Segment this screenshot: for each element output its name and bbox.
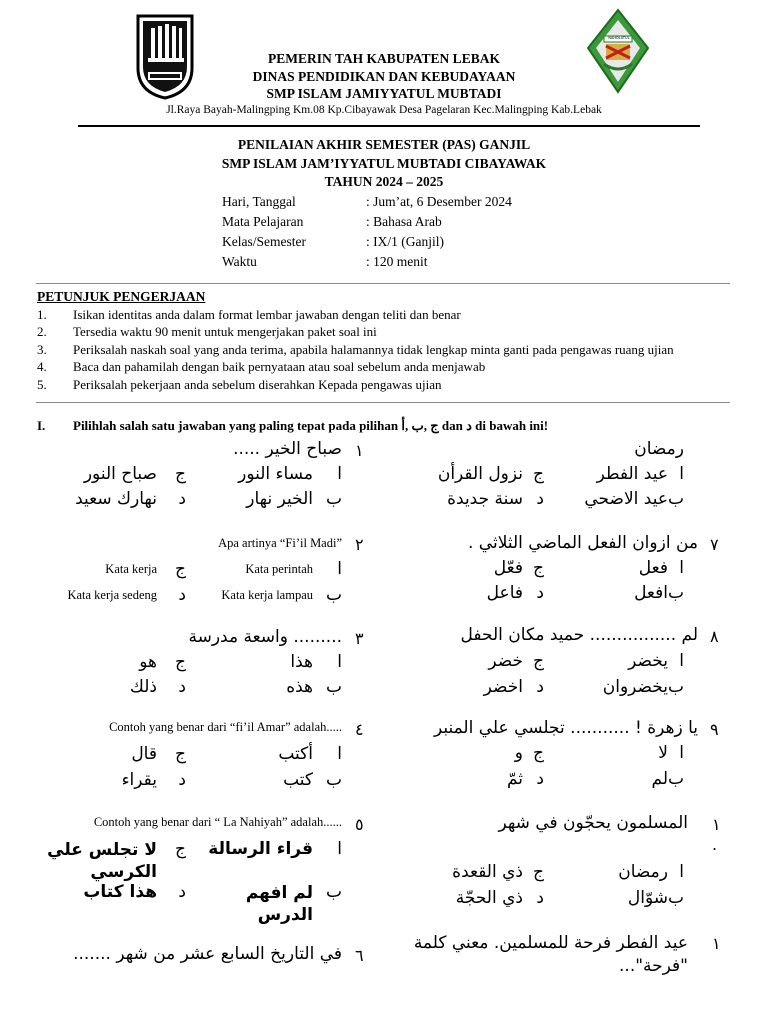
option-b[interactable]: الخير نهار <box>246 489 313 509</box>
option-b[interactable]: عيد الاضحي <box>584 489 668 509</box>
question-number: ٣ <box>355 629 364 648</box>
option-letter: د <box>536 583 544 603</box>
option-letter: د <box>536 677 544 697</box>
list-item-number: 5. <box>37 377 47 392</box>
option-letter: د <box>178 770 186 790</box>
question-number: ١ . <box>712 815 721 854</box>
option-letter: ا <box>679 464 684 484</box>
option-letter: ا <box>337 744 342 764</box>
info-value: : Jum’at, 6 Desember 2024 <box>366 194 512 209</box>
question-number: ٩ <box>710 720 719 739</box>
option-letter: ج <box>175 464 186 484</box>
option-letter: د <box>536 489 544 509</box>
option-c[interactable]: هو <box>139 652 157 672</box>
question-number: ٢ <box>355 535 364 554</box>
list-item: Tersedia waktu 90 menit untuk mengerjakan paket soal ini <box>73 324 377 339</box>
list-item: Periksalah pekerjaan anda sebelum diserahkan Kepada pengawas ujian <box>73 377 442 392</box>
option-a[interactable]: يخضر <box>628 651 668 671</box>
option-b[interactable]: يخضروان <box>602 677 668 697</box>
header-line-3: SMP ISLAM JAMIYYATUL MUBTADI <box>266 86 502 101</box>
option-a[interactable]: لا <box>658 743 668 763</box>
option-letter: ب <box>325 770 342 790</box>
option-letter: ب <box>325 585 342 605</box>
option-letter: ب <box>667 583 684 603</box>
option-c[interactable]: صباح النور <box>83 464 157 484</box>
option-c[interactable]: لا تجلس علي الكرسي <box>47 840 157 882</box>
option-b[interactable]: شوّال <box>627 888 668 908</box>
option-a[interactable]: فعل <box>638 558 668 578</box>
option-a[interactable]: Kata perintah <box>245 562 313 576</box>
question-number: ٨ <box>710 627 719 646</box>
option-letter: ج <box>175 744 186 764</box>
option-d[interactable]: هذا كتاب <box>83 882 157 902</box>
option-d[interactable]: سنة جديدة <box>447 489 523 509</box>
question-stem: صباح الخير ..... <box>233 439 342 459</box>
question-stem: ......... واسعة مدرسة <box>188 627 342 647</box>
question-stem: Contoh yang benar dari “fi’il Amar” adalah..... <box>109 720 342 734</box>
option-letter: ب <box>325 489 342 509</box>
emblem-label: NAHDLATUL <box>608 36 630 40</box>
list-item-number: 1. <box>37 307 47 322</box>
option-letter: ب <box>667 677 684 697</box>
info-value: : 120 menit <box>366 254 428 269</box>
question-number: ٧ <box>710 535 719 554</box>
option-letter: ب <box>325 677 342 697</box>
option-c[interactable]: و <box>514 743 523 763</box>
option-letter: ا <box>679 743 684 763</box>
question-stem: Apa artinya “Fi’il Madi” <box>218 536 342 550</box>
option-c[interactable]: خضر <box>488 651 523 671</box>
question-stem: يا زهرة ! ........... تجلسي علي المنبر <box>433 718 698 738</box>
option-d[interactable]: اخضر <box>483 677 523 697</box>
option-a[interactable]: أكتب <box>278 744 313 764</box>
option-letter: ا <box>337 464 342 484</box>
option-letter: د <box>536 888 544 908</box>
list-item-number: 3. <box>37 342 47 357</box>
question-number: ١ <box>355 441 364 460</box>
option-b[interactable]: افعل <box>634 583 668 603</box>
option-letter: ا <box>337 559 342 579</box>
option-d[interactable]: نهارك سعيد <box>75 489 157 509</box>
option-a[interactable]: عيد الفطر <box>596 464 668 484</box>
option-d[interactable]: ذلك <box>129 677 157 697</box>
option-c[interactable]: ذي القعدة <box>452 862 523 882</box>
option-letter: ج <box>533 743 544 763</box>
option-letter: د <box>178 882 186 902</box>
section-divider <box>36 402 730 403</box>
option-letter: ا <box>679 558 684 578</box>
option-d[interactable]: يقراء <box>121 770 157 790</box>
exam-title-3: TAHUN 2024 – 2025 <box>324 174 444 189</box>
question-stem: Contoh yang benar dari “ La Nahiyah” adalah...... <box>93 815 342 829</box>
option-letter: ب <box>667 769 684 789</box>
option-c[interactable]: قال <box>131 744 157 764</box>
info-label: Kelas/Semester <box>222 234 306 249</box>
option-c[interactable]: Kata kerja <box>105 562 157 576</box>
option-b[interactable]: لم <box>651 769 668 789</box>
option-letter: د <box>536 769 544 789</box>
info-label: Hari, Tanggal <box>222 194 296 209</box>
section-instruction: Pilihlah salah satu jawaban yang paling tepat pada pilihan ج ,ب ,أ dan د di bawah ini! <box>73 418 549 433</box>
option-d[interactable]: Kata kerja sedeng <box>67 588 157 602</box>
option-letter: ب <box>325 882 342 902</box>
option-letter: د <box>178 585 186 605</box>
question-stem: المسلمون يحجّون في شهر <box>498 813 688 833</box>
question-number: ١ <box>712 934 721 953</box>
option-a[interactable]: هذا <box>290 652 313 672</box>
question-number: ٥ <box>355 815 364 834</box>
exam-title-1: PENILAIAN AKHIR SEMESTER (PAS) GANJIL <box>237 137 531 152</box>
question-stem: رمضان <box>634 439 684 459</box>
option-letter: ب <box>667 888 684 908</box>
option-a[interactable]: قراء الرسالة <box>208 839 313 859</box>
question-stem: لم ................ حميد مكان الحفل <box>460 625 698 645</box>
section-divider <box>36 283 730 284</box>
info-value: : Bahasa Arab <box>366 214 442 229</box>
option-b[interactable]: لم افهم الدرس <box>245 883 313 925</box>
question-stem: عيد الفطر فرحة للمسلمين. معني كلمة "فرحة"... <box>413 933 688 976</box>
question-stem: في التاريخ السابع عشر من شهر ....... <box>73 944 342 964</box>
option-d[interactable]: ذي الحجّة <box>455 888 523 908</box>
info-label: Waktu <box>222 254 257 269</box>
option-b[interactable]: كتب <box>283 770 313 790</box>
option-b[interactable]: هذه <box>286 677 313 697</box>
list-item: Periksalah naskah soal yang anda terima, apabila halamannya tidak lengkap minta ganti pada pengawas ruang ujian <box>73 342 674 357</box>
header-divider <box>78 125 700 127</box>
option-letter: د <box>178 489 186 509</box>
option-a[interactable]: رمضان <box>618 862 668 882</box>
option-letter: ب <box>667 489 684 509</box>
info-value: : IX/1 (Ganjil) <box>366 234 444 249</box>
option-letter: ج <box>533 862 544 882</box>
option-b[interactable]: Kata kerja lampau <box>221 588 313 602</box>
option-letter: ج <box>175 652 186 672</box>
question-stem: من ازوان الفعل الماضي الثلاثي . <box>468 533 698 553</box>
list-item: Isikan identitas anda dalam format lembar jawaban dengan teliti dan benar <box>73 307 461 322</box>
option-letter: د <box>178 677 186 697</box>
info-label: Mata Pelajaran <box>222 214 304 229</box>
question-number: ٤ <box>355 720 364 739</box>
list-item: Baca dan pahamilah dengan baik pernyataan atau soal sebelum anda menjawab <box>73 359 486 374</box>
header-line-2: DINAS PENDIDIKAN DAN KEBUDAYAAN <box>252 69 516 84</box>
section-number: I. <box>37 418 46 433</box>
option-letter: ج <box>533 651 544 671</box>
list-item-number: 4. <box>37 359 47 374</box>
option-d[interactable]: ثمّ <box>506 769 523 789</box>
exam-title-2: SMP ISLAM JAM’IYYATUL MUBTADI CIBAYAWAK <box>221 156 547 171</box>
list-item-number: 2. <box>37 324 47 339</box>
option-a[interactable]: مساء النور <box>238 464 313 484</box>
header-line-1: PEMERIN TAH KABUPATEN LEBAK <box>268 51 500 66</box>
option-letter: ا <box>337 839 342 859</box>
option-letter: ا <box>679 862 684 882</box>
question-number: ٦ <box>355 946 364 965</box>
option-letter: ج <box>175 559 186 579</box>
option-letter: ج <box>533 558 544 578</box>
option-letter: ج <box>533 464 544 484</box>
school-address: Jl.Raya Bayah-Malingping Km.08 Kp.Cibayawak Desa Pagelaran Kec.Malingping Kab.Lebak <box>166 104 602 116</box>
option-letter: ا <box>337 652 342 672</box>
option-c[interactable]: فعّل <box>493 558 523 578</box>
option-letter: ج <box>175 839 186 859</box>
option-c[interactable]: نزول القرأن <box>437 464 523 484</box>
option-letter: ا <box>679 651 684 671</box>
petunjuk-title: PETUNJUK PENGERJAAN <box>37 289 206 304</box>
option-d[interactable]: فاعل <box>486 583 523 603</box>
